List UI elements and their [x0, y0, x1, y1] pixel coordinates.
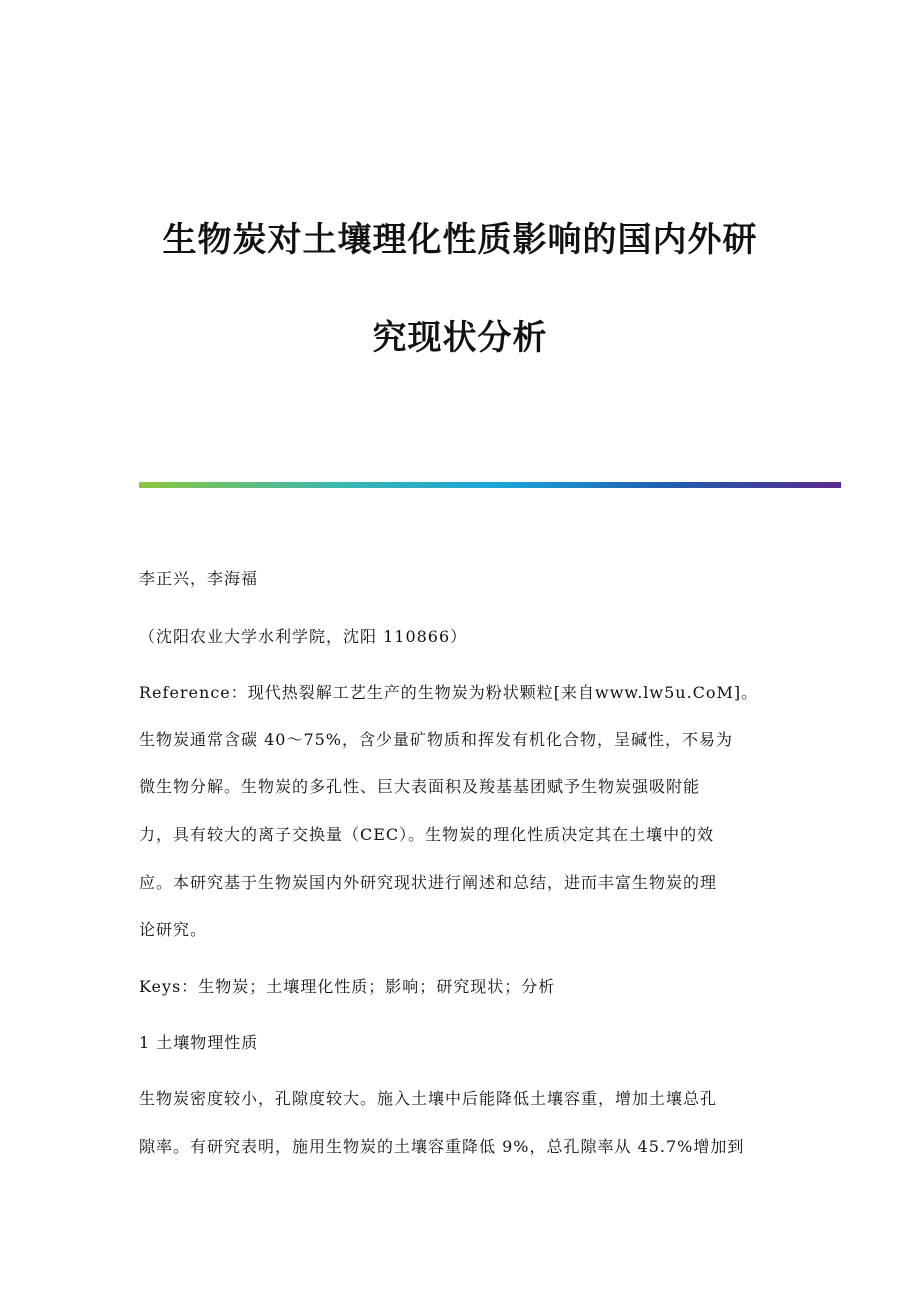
keywords: Keys：生物炭；土壤理化性质；影响；研究现状；分析 [139, 977, 556, 996]
abstract-line: 微生物分解。生物炭的多孔性、巨大表面积及羧基基团赋予生物炭强吸附能 [139, 777, 701, 796]
body-line: 隙率。有研究表明，施用生物炭的土壤容重降低 9%，总孔隙率从 45.7%增加到 [139, 1137, 745, 1156]
gradient-divider [139, 482, 841, 488]
abstract-line: 应。本研究基于生物炭国内外研究现状进行阐述和总结，进而丰富生物炭的理 [139, 873, 718, 892]
title-line-2: 究现状分析 [372, 318, 548, 358]
body-line: 生物炭密度较小，孔隙度较大。施入土壤中后能降低土壤容重，增加土壤总孔 [139, 1089, 718, 1108]
abstract-line: 论研究。 [139, 920, 208, 939]
section-heading: 1 土壤物理性质 [139, 1033, 259, 1052]
abstract-line: 力，具有较大的离子交换量（CEC）。生物炭的理化性质决定其在土壤中的效 [139, 825, 715, 844]
affiliation: （沈阳农业大学水利学院，沈阳 110866） [139, 627, 468, 646]
authors: 李正兴，李海福 [139, 569, 259, 588]
abstract-line: Reference：现代热裂解工艺生产的生物炭为粉状颗粒[来自www.lw5u.CoM]。 [139, 683, 759, 702]
abstract-line: 生物炭通常含碳 40～75%，含少量矿物质和挥发有机化合物，呈碱性，不易为 [139, 730, 734, 749]
title-line-1: 生物炭对土壤理化性质影响的国内外研 [162, 220, 758, 260]
